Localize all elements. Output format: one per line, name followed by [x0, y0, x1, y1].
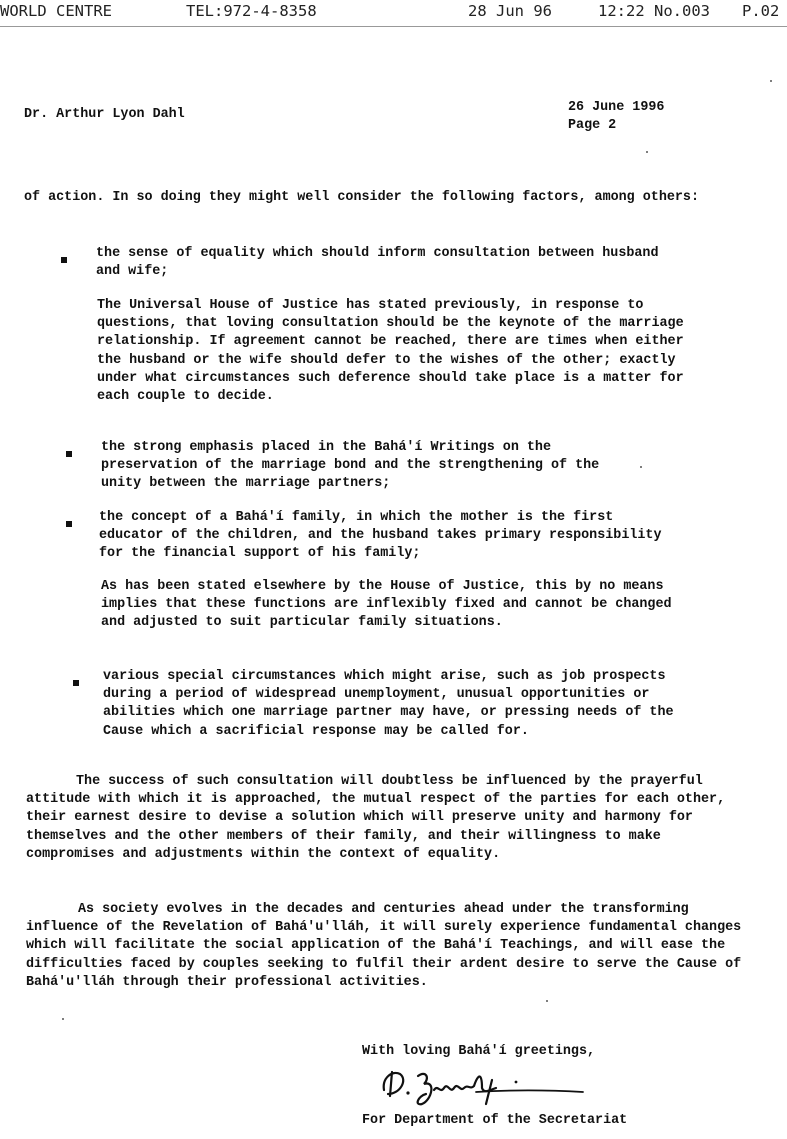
- bullet-note-functions: As has been stated elsewhere by the House of Justice, this by no means implies that these functions are inflexibly fixed and cannot be changed and adjusted to suit particular family situations.: [101, 579, 672, 631]
- recipient-name: Dr. Arthur Lyon Dahl: [24, 107, 185, 122]
- letter-page-number: Page 2: [568, 118, 617, 133]
- paragraph-society-evolves: As society evolves in the decades and centuries ahead under the transforming influence of the Revelation of Bahá'u'lláh, it will surely experience fundamental changes which will facilitate the social application of the Bahá'í Teachings, and will ease the difficulties faced by couples seeking to fulfil their ardent desire to serve the Cause of Bahá'u'lláh through their professional activities.: [26, 902, 742, 990]
- paragraph-consultation-success: The success of such consultation will doubtless be influenced by the prayerful attitude with which it is approached, the mutual respect of the parties for each other, their earnest desire to devise a solution which will preserve unity and harmony for themselves and the other members of their family, and their willingness to make compromises and adjustments within the context of equality.: [26, 774, 726, 862]
- fax-header-rule: [0, 26, 787, 27]
- bullet-item-family: the concept of a Bahá'í family, in which the mother is the first educator of the children, and the husband takes primary responsibility for the financial support of his family;: [99, 510, 662, 562]
- intro-paragraph: of action. In so doing they might well consider the following factors, among others:: [24, 190, 699, 205]
- scan-speck: [546, 1000, 548, 1002]
- bullet-item-marriage-bond: the strong emphasis placed in the Bahá'í Writings on the preservation of the marriage bond and the strengthening of the unity between the marriage partners;: [101, 440, 600, 492]
- fax-time: 12:22: [598, 2, 645, 20]
- bullet-note-consultation: The Universal House of Justice has stated previously, in response to questions, that loving consultation should be the keynote of the marriage relationship. If agreement cannot be reached, there are times when either the husband or the wife should defer to the wishes of the other; exactly under what circumstances such deference should take place is a matter for each couple to decide.: [97, 298, 684, 405]
- fax-telephone: TEL:972-4-8358: [186, 2, 317, 20]
- bullet-item-circumstances: various special circumstances which might arise, such as job prospects during a period of widespread unemployment, unusual opportunities or abilities which one marriage partner may have, or pressing needs of the Cause which a sacrificial response may be called for.: [103, 669, 674, 739]
- bullet-marker: [61, 257, 67, 263]
- bullet-marker: [66, 451, 72, 457]
- scan-speck: [646, 151, 648, 153]
- bullet-marker: [73, 680, 79, 686]
- handwritten-signature: [378, 1060, 588, 1110]
- fax-header: [0, 2, 787, 24]
- scan-speck: [62, 1018, 64, 1020]
- scan-speck: [640, 466, 642, 468]
- closing-greeting: With loving Bahá'í greetings,: [362, 1044, 596, 1059]
- bullet-marker: [66, 521, 72, 527]
- letter-date: 26 June 1996: [568, 100, 665, 115]
- letter-date-block: [568, 99, 664, 135]
- fax-date: 28 Jun 96: [468, 2, 552, 20]
- fax-page: P.02: [742, 2, 780, 20]
- fax-sender: WORLD CENTRE: [0, 2, 112, 20]
- bullet-item-equality: the sense of equality which should inform consultation between husband and wife;: [96, 246, 659, 280]
- scan-speck: [770, 80, 772, 82]
- signoff-department: For Department of the Secretariat: [362, 1113, 628, 1128]
- fax-number: No.003: [654, 2, 710, 20]
